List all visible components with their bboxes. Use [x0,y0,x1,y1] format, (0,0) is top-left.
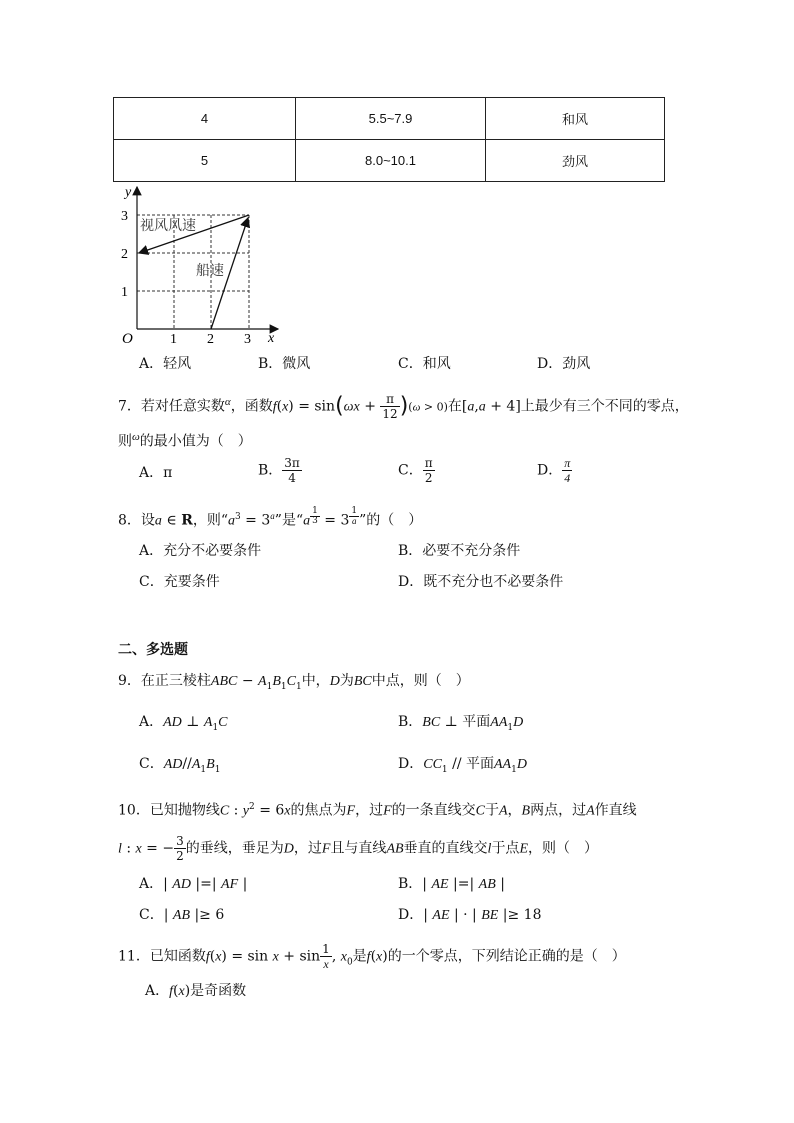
y-axis-label: y [125,185,132,200]
q10-option-c: C．| AB |≥ 6 [139,907,225,923]
text: 是 [352,948,367,965]
section-heading: 二、多选题 [118,642,188,658]
text: 的最小值为（ ） [139,433,252,450]
text: π [163,465,173,481]
text: 8．设 [118,512,155,529]
q10-option-a: A．| AD |=| AF | [139,876,248,892]
q7-stem-line2: 则$^\omega$的最小值为（ ） [118,431,252,450]
question-number: 7． [118,398,141,415]
y-tick-label: 3 [121,209,128,224]
wind-speed-label: 视风风速 [140,218,196,234]
q9-option-d: D．$CC_1$ // 平面$AA_1D$ [398,756,527,775]
q6-option-b: B．微风 [258,356,311,372]
text: 11．已知函数 [118,948,206,965]
text: ，函数 [230,398,273,415]
q9-option-a: A．AD ⊥ $A_1C$ [139,714,228,733]
q7-option-d [537,456,572,485]
q6-option-c: C．和风 [398,356,451,372]
text: A． [139,876,164,892]
q6-option-d: D．劲风 [537,356,591,372]
x-tick-label: 1 [170,332,177,346]
text: C． [139,756,164,772]
text: ， [507,802,522,819]
q7-option-c [398,456,435,485]
text: 平面 [466,756,494,772]
text: D． [398,756,424,772]
q7-stem-line1: 7．若对任意实数$^\alpha$，函数f(x) = sin(ωx + $\frac{\pi}{12}$ )(ω > 0)在[a,a + 4]上最少有三个不同的零点， [118,392,689,422]
q8-option-a: A．充分不必要条件 [139,543,262,559]
text: B． [258,462,283,479]
text: 是奇函数 [190,983,247,999]
text: 上最少有三个不同的零点， [520,398,689,415]
text: 的垂线，垂足为 [185,840,284,857]
table-cell: 劲风 [486,140,665,182]
text: 中点，则（ ） [371,673,470,689]
text: D． [537,462,563,479]
wind-scale-table [113,97,665,182]
q10-stem-line1: 10．已知抛物线C : $y^2 = 6x$的焦点为F，过F的一条直线交C于A，B两点，过A作直线 [118,802,637,819]
q10-stem-line2: l : x = − $\frac{3}{2}$ 的垂线，垂足为D，过F且与直线AB垂直的直线交l于点E，则（ ） [118,834,598,863]
q11-stem: 11．已知函数f(x) = sin x + sin $\frac{1}{x}$ , $x_0$是f(x)的一个零点，下列结论正确的是（ ） [118,942,626,971]
text: ”是“ [274,512,304,529]
text: 4 [564,471,571,485]
q9-option-c: C．$AD//A_1B_1$ [139,756,221,775]
text: ，则（ ） [528,840,598,857]
ship-speed-label: 船速 [196,263,224,279]
text: A． [139,465,164,481]
text: 作直线 [594,802,637,819]
text: 10．已知抛物线 [118,802,220,819]
text: D． [398,907,424,923]
text: B． [398,714,423,730]
table-row [114,98,665,140]
text: ”的（ ） [359,512,423,529]
text: 的焦点为 [290,802,347,819]
text: A． [139,714,164,730]
q10-option-b: B．| AE |=| AB | [398,876,505,892]
q11-option-a: A．f(x)是奇函数 [145,983,247,999]
text: B． [398,876,423,892]
q8-option-c: C．充要条件 [139,574,220,590]
text: ，过 [355,802,384,819]
q10-option-d: D．| AE | · | BE |≥ 18 [398,907,542,923]
text: 为 [339,673,354,689]
y-tick-label: 1 [121,285,128,300]
text: 若对任意实数 [140,398,225,415]
table-cell: 4 [114,98,296,140]
q6-option-a: A．轻风 [139,356,192,372]
table-cell: 5.5~7.9 [296,98,486,140]
text: 4 [288,471,296,485]
text: C． [398,462,423,479]
text: 平面 [462,714,491,730]
text: 则 [118,433,132,450]
text: 3π [284,456,300,470]
table-cell: 和风 [486,98,665,140]
text: 于 [484,802,499,819]
text: 垂直的直线交 [403,840,488,857]
q9-stem: 9．在正三棱柱ABC − $A_1B_1C_1$中，D为BC中点，则（ ） [118,673,470,692]
text: 两点，过 [530,802,587,819]
q7-option-b [258,456,302,485]
x-tick-label: 2 [207,332,214,346]
text: A． [145,983,170,999]
table-cell: 5 [114,140,296,182]
text: ，则“ [192,512,228,529]
q9-option-b: B．BC ⊥ 平面$AA_1D$ [398,714,524,733]
text: 且与直线 [330,840,387,857]
q8-option-d: D．既不充分也不必要条件 [398,574,564,590]
wind-vector-figure [110,182,290,346]
text: ，过 [293,840,322,857]
q8-stem: 8．设a ∈ R，则“$a^3 = 3^a$”是“a $^{\frac{1}{3}}$ = 3 $^{\frac{1}{a}}$ ”的（ ） [118,506,423,529]
text: 2 [424,471,433,485]
text: C． [139,907,164,923]
table-row [114,140,665,182]
text: 于点 [491,840,520,857]
text: 中， [301,673,330,689]
table-cell: 8.0~10.1 [296,140,486,182]
text: 的一条直线交 [391,802,476,819]
q7-option-a [139,463,172,483]
text: 的一个零点，下列结论正确的是（ ） [387,948,626,965]
q8-option-b: B．必要不充分条件 [398,543,521,559]
text: π [424,456,433,470]
text: 9．在正三棱柱 [118,673,211,689]
y-tick-label: 2 [121,247,128,262]
text: 在 [447,398,462,415]
origin-label: O [122,331,133,346]
text: π [564,456,571,470]
x-tick-label: 3 [244,332,251,346]
x-axis-label: x [268,331,275,346]
